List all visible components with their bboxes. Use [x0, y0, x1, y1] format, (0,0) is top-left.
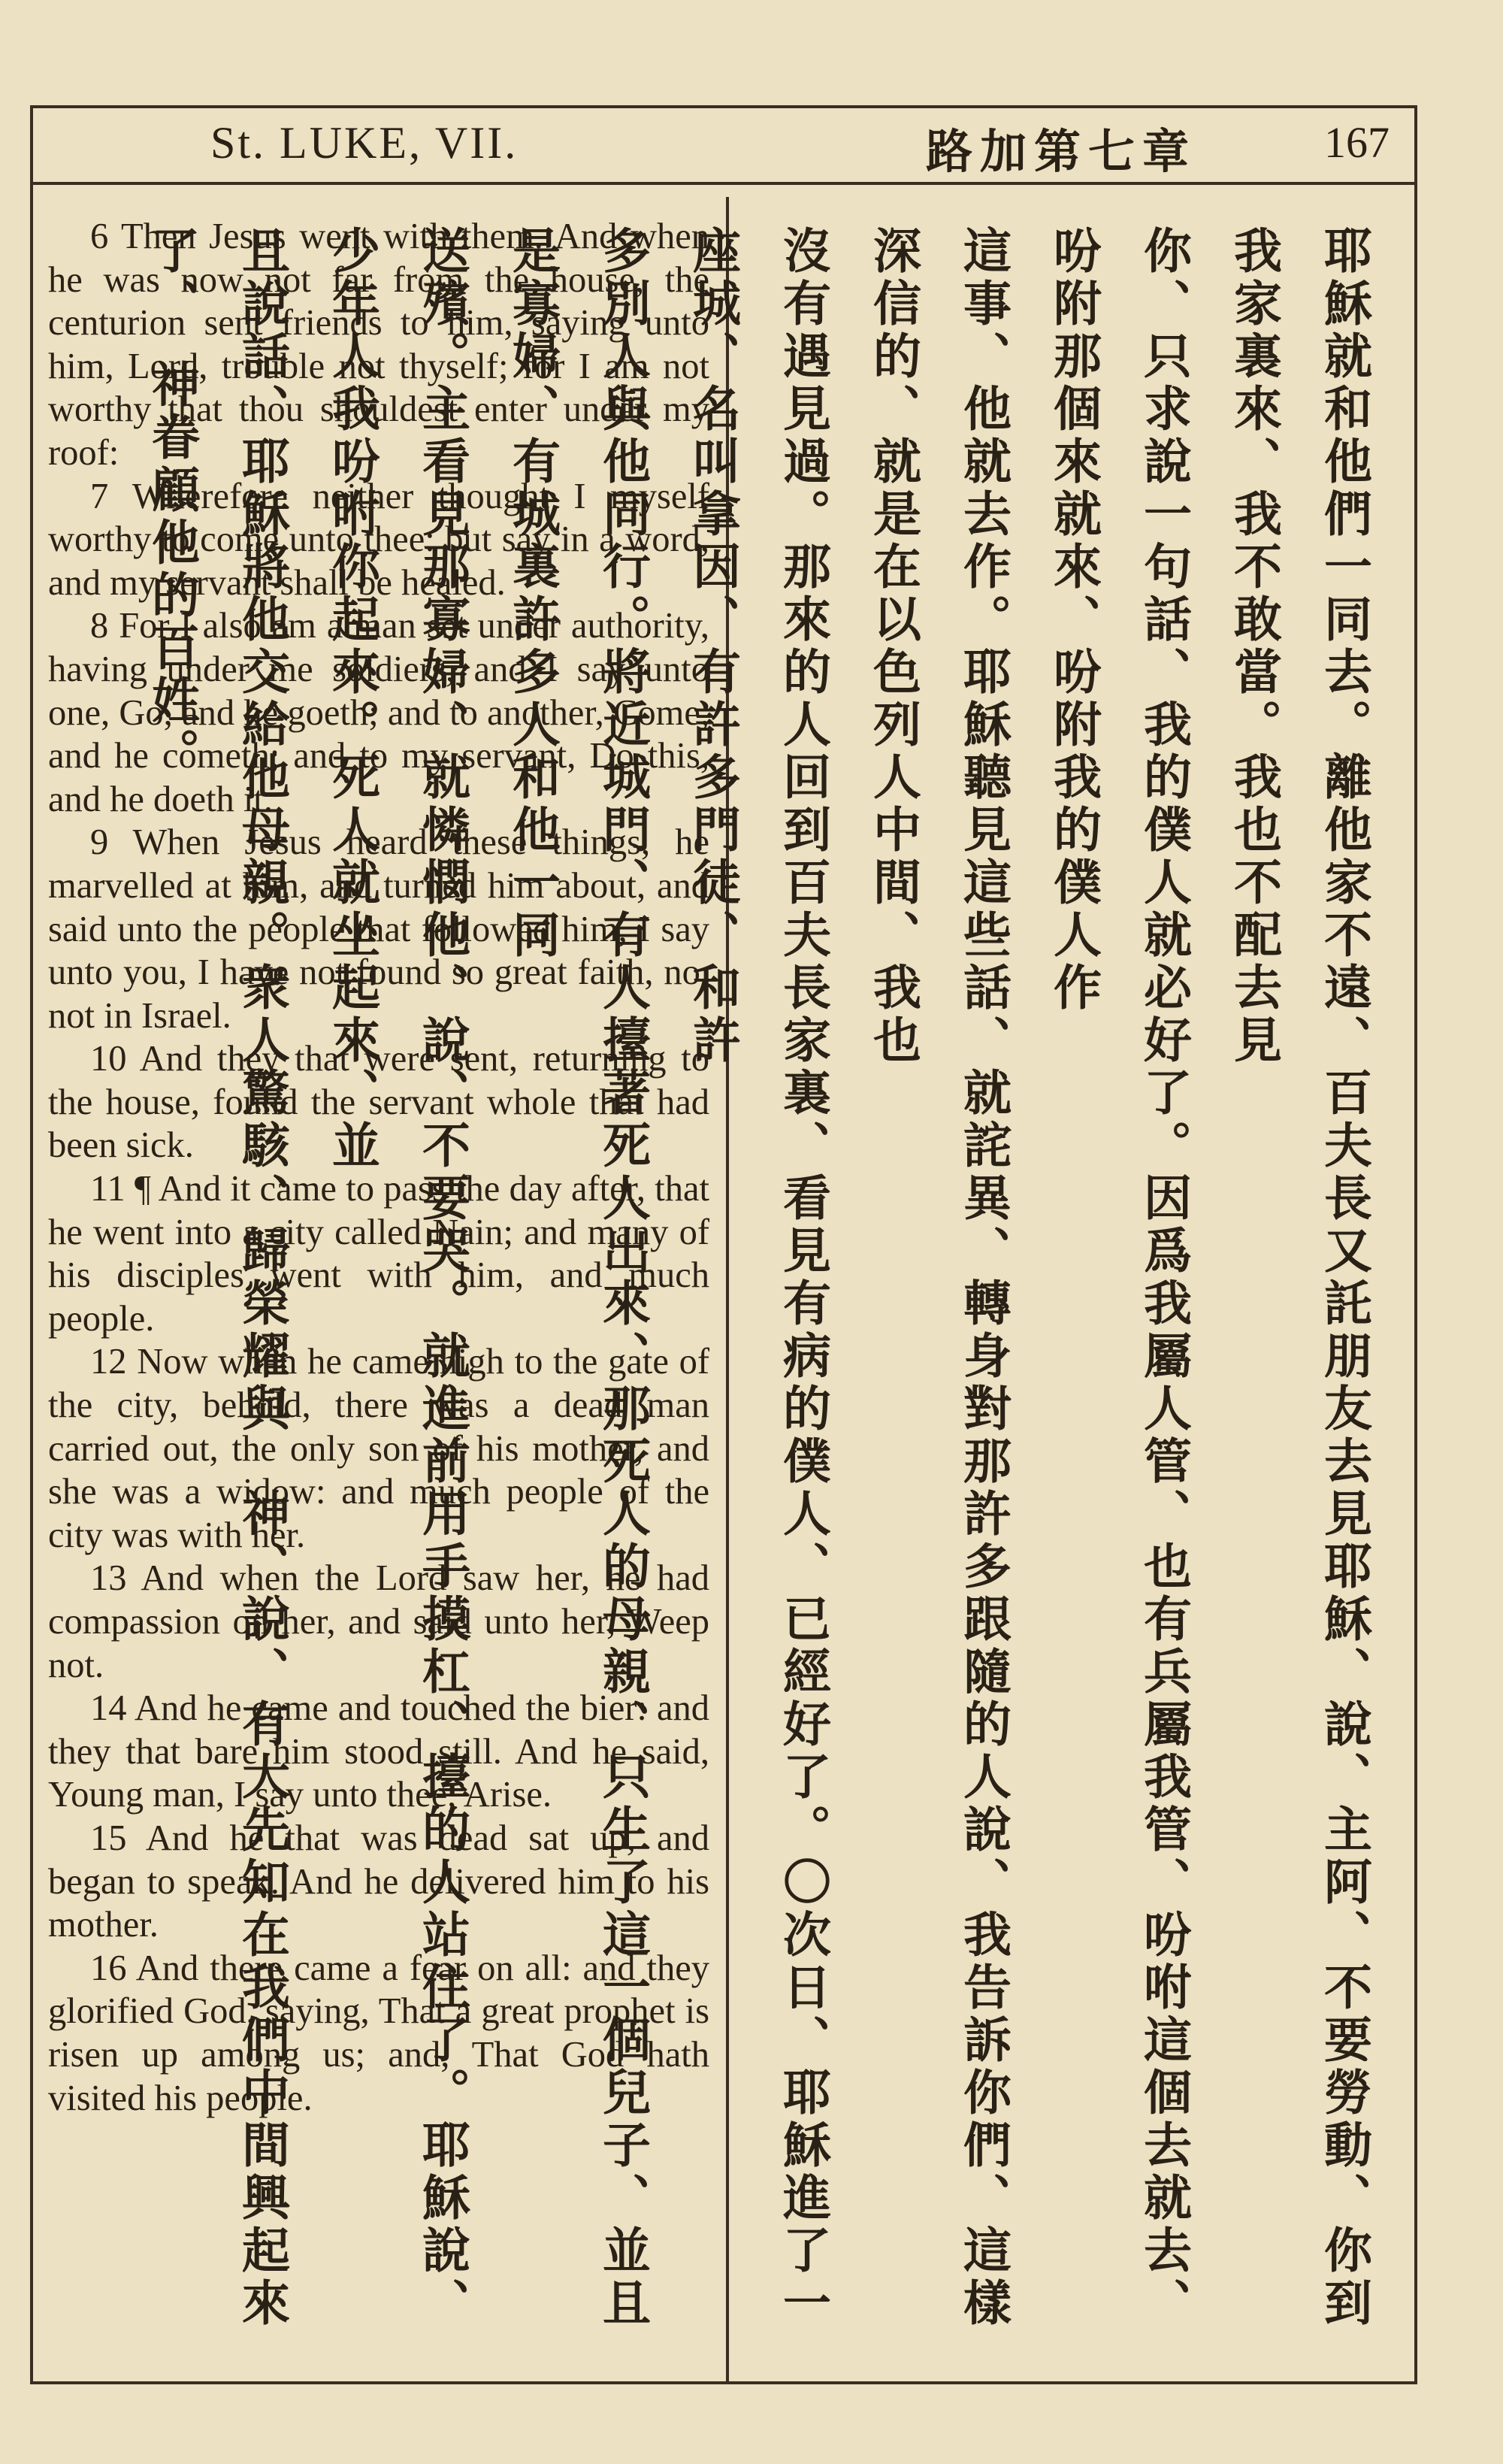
verse-9: 9 When Jesus heard these things, he marvelled at him, and turned him about, and said unto the people that followed him, I say unto you, I have not found so great faith, no, not in Israel. — [48, 822, 709, 1036]
chinese-line: 耶穌就和他們一同去。離他家不遠、百夫長又託朋友去見耶穌、說、主阿、不要勞動、你到我家裏來、我不敢當。我也不配去見 — [1226, 226, 1371, 2330]
verse-7: 7 Wherefore neither thought I myself worthy to come unto thee: but say in a word, and my servant shall be healed. — [48, 476, 709, 603]
verse-13: 13 And when the Lord saw her, he had compassion on her, and said unto her, Weep not. — [48, 1558, 709, 1685]
chinese-line: 你、只求說一句話、我的僕人就必好了。因爲我屬人管、也有兵屬我管、吩咐這個去就去、吩附那個來就來、吩附我的僕人作 — [1045, 226, 1191, 2330]
verse-11: 11 ¶ And it came to pass the day after, that he went into a city called Nain; and many of his disciples went with him, and much people. — [48, 1169, 709, 1339]
header-rule — [30, 182, 1417, 185]
chinese-line: 多別人與他同行。將近城門、有人擡著死人出來、那死人的母親、只生了這一個兒子、並且是寡婦、有城裏許多人和他一同 — [504, 226, 650, 2330]
verse-10: 10 And they that were sent, returning to the house, found the servant whole that had been sick. — [48, 1039, 709, 1166]
chinese-line: 這事、他就去作。耶穌聽見這些話、就詫異、轉身對那許多跟隨的人說、我告訴你們、這樣深信的、就是在以色列人中間、我也 — [865, 226, 1011, 2330]
page-number: 167 — [1324, 118, 1390, 167]
running-head-english: St. LUKE, VII. — [210, 118, 519, 168]
verse-12: 12 Now when he came nigh to the gate of the city, behold, there was a dead man carried out, the only son of his mother, and she was a widow: and much people of the city was with her. — [48, 1342, 709, 1555]
chinese-line: 送殯。主看見那寡婦、就憐憫他、說、不要哭。就進前用手摸杠、擡的人站住了。耶穌說、少年人我吩咐你起來。死人就坐起來、並 — [324, 226, 470, 2330]
verse-15: 15 And he that was dead sat up, and began to speak. And he delivered him to his mother. — [48, 1818, 709, 1945]
chinese-line: 沒有遇見過。那來的人回到百夫長家裏、看見有病的僕人、已經好了。〇次日、耶穌進了一座城、名叫拿因、有許多門徒、和許 — [685, 226, 830, 2330]
verse-6: 6 Then Jesus went with them. And when he was now not far from the house, the centurion sent friends to him, saying unto him, Lord, trouble not thyself; for I am not worthy that thou shouldest enter under my roof: — [48, 216, 709, 473]
verse-8: 8 For I also am a man set under authority, having under me soldiers, and I say unto one, Go, and he goeth; and to another, Come, and he cometh; and to my servant, Do this, and he doeth it. — [48, 606, 709, 819]
verse-16: 16 And there came a fear on all: and they glorified God, saying, That a great prophet is risen up among us; and, That God hath visited his people. — [48, 1948, 709, 2118]
running-head-chinese: 路加第七章 — [926, 124, 1197, 179]
verse-14: 14 And he came and touched the bier: and they that bare him stood still. And he said, Young man, I say unto thee, Arise. — [48, 1688, 709, 1815]
chinese-line: 且說話、耶穌將他交給他母親。衆人驚駭、歸榮耀與 神、說、有大先知在我們中間興起來了、 神眷顧他的百姓。 — [144, 226, 289, 2330]
